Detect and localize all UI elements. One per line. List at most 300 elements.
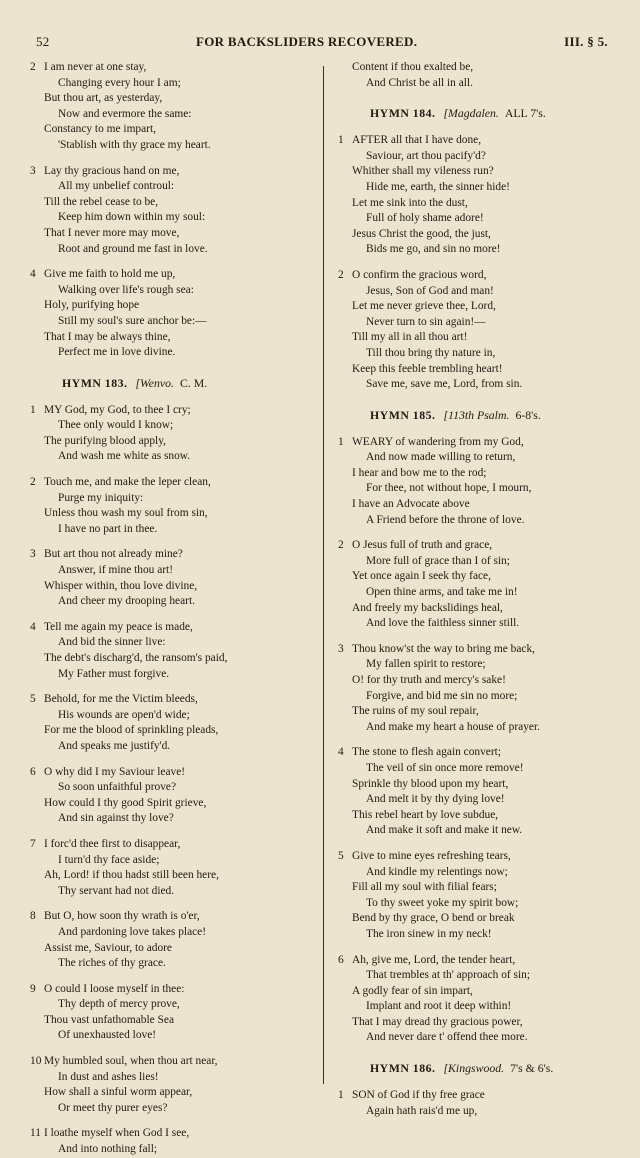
verse-line — [30, 242, 320, 258]
verse — [338, 133, 628, 258]
verse-line — [338, 761, 628, 777]
verse-line — [30, 941, 320, 957]
verse-line — [338, 585, 628, 601]
verse-number: 10 — [30, 1055, 42, 1068]
hymn-heading — [370, 1060, 628, 1076]
line-text: To thy sweet yoke my spirit bow; — [366, 896, 519, 909]
verse-line — [30, 298, 320, 314]
line-text: Let me never grieve thee, Lord, — [352, 300, 496, 313]
line-text: O Jesus full of truth and grace, — [352, 539, 493, 552]
verse-line — [338, 999, 628, 1015]
line-text: The veil of sin once more remove! — [366, 761, 524, 774]
line-text: Let me sink into the dust, — [352, 196, 468, 209]
verse-line — [30, 226, 320, 242]
line-text: Whisper within, thou love divine, — [44, 579, 198, 592]
verse-line — [30, 491, 320, 507]
verse-line — [338, 554, 628, 570]
verse-line — [338, 315, 628, 331]
line-text: MY God, my God, to thee I cry; — [44, 403, 191, 416]
verse-number: 2 — [30, 476, 36, 489]
verse-line — [338, 227, 628, 243]
line-text: Jesus Christ the good, the just, — [352, 227, 491, 240]
line-text: The ruins of my soul repair, — [352, 705, 479, 718]
line-text: Till the rebel cease to be, — [44, 195, 159, 208]
line-text: Full of holy shame adore! — [366, 212, 484, 225]
line-text: And Christ be all in all. — [366, 76, 473, 89]
line-text: The iron sinew in my neck! — [366, 927, 492, 940]
verse-gap — [30, 465, 320, 475]
verse-line — [338, 911, 628, 927]
line-text: Sprinkle thy blood upon my heart, — [352, 777, 509, 790]
verse-line — [30, 982, 320, 998]
carry-line — [338, 60, 628, 76]
verse-gap — [30, 755, 320, 765]
verse — [30, 909, 320, 971]
verse-line — [338, 865, 628, 881]
hymn-number: HYMN 186. — [370, 1061, 436, 1076]
verse-gap — [338, 632, 628, 642]
line-text: Assist me, Saviour, to adore — [44, 941, 172, 954]
verse-line — [30, 811, 320, 827]
line-text: Tell me again my peace is made, — [44, 620, 193, 633]
verse — [30, 765, 320, 827]
line-text: Till thou bring thy nature in, — [366, 346, 496, 359]
line-text: I forc'd thee first to disappear, — [44, 837, 181, 850]
line-text: And make it soft and make it new. — [366, 824, 523, 837]
line-text: And freely my backslidings heal, — [352, 601, 503, 614]
verse-line — [338, 1015, 628, 1031]
line-text: And cheer my drooping heart. — [58, 595, 195, 608]
line-text: And bid the sinner live: — [58, 636, 166, 649]
verse-line — [30, 651, 320, 667]
line-text: Ah, give me, Lord, the tender heart, — [352, 953, 516, 966]
verse-line — [30, 1054, 320, 1070]
verse — [30, 60, 320, 154]
verse-line — [338, 808, 628, 824]
right-column — [338, 60, 628, 1119]
line-text: The purifying blood apply, — [44, 434, 167, 447]
line-text: Till my all in all thou art! — [352, 331, 468, 344]
verse-line — [30, 330, 320, 346]
line-text: Unless thou wash my soul from sin, — [44, 507, 208, 520]
line-text: Saviour, art thou pacify'd? — [366, 149, 486, 162]
line-text: I have an Advocate above — [352, 498, 470, 511]
verse-line — [338, 538, 628, 554]
verse-line — [30, 506, 320, 522]
line-text: So soon unfaithful prove? — [58, 781, 176, 794]
line-text: Forgive, and bid me sin no more; — [366, 689, 518, 702]
line-text: Thy servant had not died. — [58, 884, 175, 897]
line-text: Implant and root it deep within! — [366, 1000, 512, 1013]
line-text: For thee, not without hope, I mourn, — [366, 482, 532, 495]
line-text: A godly fear of sin impart, — [352, 984, 473, 997]
line-text: Content if thou exalted be, — [352, 61, 474, 73]
line-text: For me the blood of sprinkling pleads, — [44, 724, 219, 737]
verse-line — [30, 403, 320, 419]
verse-number: 4 — [338, 746, 344, 759]
line-text: Thee only would I know; — [58, 419, 174, 432]
verse-line — [30, 164, 320, 180]
line-text: A Friend before the throne of love. — [366, 513, 525, 526]
verse-gap — [30, 1116, 320, 1126]
verse-line — [338, 133, 628, 149]
verse-line — [30, 449, 320, 465]
verse-line — [338, 673, 628, 689]
column-divider — [323, 66, 324, 1084]
verse-gap — [30, 827, 320, 837]
line-text: Give to mine eyes refreshing tears, — [352, 849, 511, 862]
left-column — [30, 60, 320, 1158]
line-text: And kindle my relentings now; — [366, 865, 508, 878]
line-text: But art thou not already mine? — [44, 548, 183, 561]
verse-number: 5 — [30, 693, 36, 706]
verse-line — [338, 953, 628, 969]
verse-line — [338, 242, 628, 258]
line-text: All my unbelief controul: — [58, 180, 175, 193]
verse — [30, 547, 320, 609]
meter: 7's & 6's. — [510, 1061, 554, 1076]
verse-line — [30, 909, 320, 925]
verse-line — [30, 418, 320, 434]
line-text: I have no part in thee. — [58, 522, 158, 535]
line-text: Changing every hour I am; — [58, 76, 181, 89]
verse — [338, 642, 628, 736]
verse-number: 3 — [30, 164, 36, 177]
verse-line — [30, 475, 320, 491]
verse-line — [30, 579, 320, 595]
verse-line — [30, 620, 320, 636]
line-text: And wash me white as snow. — [58, 450, 191, 463]
verse-line — [338, 689, 628, 705]
verse-line — [338, 927, 628, 943]
carry-line — [338, 76, 628, 92]
line-text: Whither shall my vileness run? — [352, 165, 494, 178]
verse-line — [338, 211, 628, 227]
verse — [30, 692, 320, 754]
verse-number: 1 — [30, 403, 36, 416]
line-text: Still my soul's sure anchor be:— — [58, 314, 207, 327]
verse-line — [338, 299, 628, 315]
verse — [30, 1126, 320, 1157]
verse-line — [30, 314, 320, 330]
verse-number: 1 — [338, 435, 344, 448]
line-text: That I may dread thy gracious power, — [352, 1015, 523, 1028]
line-text: His wounds are open'd wide; — [58, 708, 190, 721]
verse-line — [30, 594, 320, 610]
verse-gap — [30, 257, 320, 267]
line-text: The debt's discharg'd, the ransom's paid, — [44, 652, 228, 664]
line-text: That I never more may move, — [44, 226, 180, 239]
verse-number: 3 — [338, 642, 344, 655]
verse-number: 6 — [30, 765, 36, 778]
line-text: The riches of thy grace. — [58, 957, 166, 970]
verse-line — [338, 657, 628, 673]
verse-gap — [30, 154, 320, 164]
verse-line — [338, 720, 628, 736]
line-text: Behold, for me the Victim bleeds, — [44, 693, 198, 706]
verse — [338, 268, 628, 393]
line-text: And speaks me justify'd. — [58, 739, 171, 752]
line-text: Never turn to sin again!— — [366, 315, 486, 328]
verse-line — [30, 1126, 320, 1142]
verse — [30, 164, 320, 258]
line-text: Holy, purifying hope — [44, 299, 140, 312]
line-text: That I may be always thine, — [44, 330, 171, 343]
verse — [30, 267, 320, 361]
verse-line — [338, 1030, 628, 1046]
verse-number: 1 — [338, 134, 344, 147]
verse-line — [30, 345, 320, 361]
line-text: Keep this feeble trembling heart! — [352, 362, 503, 375]
line-text: More full of grace than I of sin; — [366, 554, 510, 567]
verse-line — [338, 284, 628, 300]
line-text: And make my heart a house of prayer. — [366, 720, 540, 733]
verse-line — [30, 796, 320, 812]
verse-line — [30, 210, 320, 226]
running-head — [36, 34, 608, 52]
verse-line — [30, 708, 320, 724]
verse-line — [338, 268, 628, 284]
verse — [30, 837, 320, 899]
hymn-heading — [370, 407, 628, 423]
verse-gap — [30, 682, 320, 692]
verse-number: 9 — [30, 982, 36, 995]
hymn-number: HYMN 184. — [370, 106, 436, 121]
line-text: My humbled soul, when thou art near, — [44, 1055, 218, 1068]
verse-number: 4 — [30, 620, 36, 633]
line-text: O could I loose myself in thee: — [44, 982, 185, 995]
line-text: The stone to flesh again convert; — [352, 746, 501, 759]
verse-line — [338, 1104, 628, 1120]
verse-line — [338, 984, 628, 1000]
verse-line — [30, 179, 320, 195]
verse-line — [338, 149, 628, 165]
verse-number: 2 — [338, 268, 344, 281]
verse-line — [30, 956, 320, 972]
verse-line — [30, 547, 320, 563]
line-text: I turn'd thy face aside; — [58, 853, 160, 866]
line-text: 'Stablish with thy grace my heart. — [58, 138, 211, 151]
verse-line — [338, 896, 628, 912]
line-text: Bend by thy grace, O bend or break — [352, 912, 515, 925]
verse-line — [30, 107, 320, 123]
line-text: SON of God if thy free grace — [352, 1089, 485, 1102]
line-text: And sin against thy love? — [58, 812, 174, 825]
verse-line — [338, 569, 628, 585]
verse-line — [338, 481, 628, 497]
verse-line — [30, 91, 320, 107]
line-text: Fill all my soul with filial fears; — [352, 881, 497, 894]
line-text: Thou vast unfathomable Sea — [44, 1013, 175, 1026]
verse-line — [30, 138, 320, 154]
verse-line — [338, 823, 628, 839]
verse-line — [338, 745, 628, 761]
verse-line — [30, 723, 320, 739]
verse-number: 7 — [30, 837, 36, 850]
line-text: Perfect me in love divine. — [58, 346, 176, 359]
verse-line — [30, 635, 320, 651]
line-text: Now and evermore the same: — [58, 107, 192, 120]
verse — [338, 538, 628, 632]
line-text: Or meet thy purer eyes? — [58, 1101, 168, 1114]
line-text: How shall a sinful worm appear, — [44, 1086, 193, 1099]
line-text: How could I thy good Spirit grieve, — [44, 796, 207, 809]
verse-gap — [30, 1044, 320, 1054]
verse-line — [338, 164, 628, 180]
verse-line — [338, 601, 628, 617]
verse-number: 3 — [30, 548, 36, 561]
meter: ALL 7's. — [504, 106, 546, 121]
line-text: But thou art, as yesterday, — [44, 92, 163, 105]
line-text: That trembles at th' approach of sin; — [366, 969, 531, 982]
verse-line — [338, 196, 628, 212]
line-text: WEARY of wandering from my God, — [352, 435, 524, 448]
verse-line — [30, 853, 320, 869]
line-text: Yet once again I seek thy face, — [352, 570, 491, 583]
line-text: Ah, Lord! if thou hadst still been here, — [44, 869, 219, 882]
hymn-heading — [370, 105, 628, 121]
line-text: Walking over life's rough sea: — [58, 283, 194, 296]
line-text: Answer, if mine thou art! — [58, 564, 174, 577]
line-text: But O, how soon thy wrath is o'er, — [44, 910, 200, 923]
verse — [338, 435, 628, 529]
hymn-number: HYMN 185. — [370, 407, 436, 422]
hymn-heading — [62, 375, 320, 391]
tune-name: [Magdalen. — [443, 106, 499, 121]
meter: 6-8's. — [515, 407, 541, 422]
verse-line — [30, 267, 320, 283]
line-text: Hide me, earth, the sinner hide! — [366, 180, 510, 193]
verse-gap — [338, 528, 628, 538]
verse-gap — [338, 943, 628, 953]
verse-number: 4 — [30, 268, 36, 281]
verse-line — [30, 434, 320, 450]
verse-gap — [30, 610, 320, 620]
line-text: Again hath rais'd me up, — [366, 1104, 478, 1117]
line-text: AFTER all that I have done, — [352, 134, 482, 147]
verse-line — [30, 1085, 320, 1101]
line-text: This rebel heart by love subdue, — [352, 808, 499, 821]
verse-gap — [30, 899, 320, 909]
line-text: In dust and ashes lies! — [58, 1070, 159, 1083]
verse-line — [30, 1142, 320, 1158]
verse-line — [338, 450, 628, 466]
verse — [30, 403, 320, 465]
line-text: Save me, save me, Lord, from sin. — [366, 378, 523, 391]
verse-line — [338, 497, 628, 513]
verse-line — [338, 362, 628, 378]
line-text: And never dare t' offend thee more. — [366, 1031, 528, 1044]
verse-line — [338, 704, 628, 720]
verse — [30, 475, 320, 537]
verse-line — [30, 563, 320, 579]
verse — [30, 1054, 320, 1116]
tune-name: [Kingswood. — [443, 1061, 505, 1076]
line-text: And love the faithless sinner still. — [366, 617, 520, 630]
line-text: My fallen spirit to restore; — [366, 658, 486, 671]
verse-line — [338, 968, 628, 984]
page-title: FOR BACKSLIDERS RECOVERED. — [196, 34, 418, 49]
verse — [30, 982, 320, 1044]
verse-number: 8 — [30, 910, 36, 923]
line-text: O why did I my Saviour leave! — [44, 765, 186, 778]
verse-line — [30, 667, 320, 683]
verse-line — [338, 880, 628, 896]
line-text: Root and ground me fast in love. — [58, 242, 208, 255]
verse-line — [30, 1101, 320, 1117]
line-text: My Father must forgive. — [58, 667, 170, 680]
verse-line — [30, 925, 320, 941]
verse-number: 6 — [338, 953, 344, 966]
line-text: I loathe myself when God I see, — [44, 1127, 190, 1140]
verse-line — [30, 1028, 320, 1044]
verse-line — [338, 792, 628, 808]
line-text: And now made willing to return, — [366, 451, 516, 464]
verse-line — [30, 780, 320, 796]
verse-number: 1 — [338, 1089, 344, 1102]
verse-number: 11 — [30, 1127, 41, 1140]
verse-line — [30, 837, 320, 853]
verse-line — [338, 616, 628, 632]
tune-name: [113th Psalm. — [443, 407, 510, 422]
verse-line — [30, 692, 320, 708]
verse-line — [338, 849, 628, 865]
line-text: Bids me go, and sin no more! — [366, 243, 501, 256]
line-text: Thou know'st the way to bring me back, — [352, 642, 536, 655]
verse-line — [30, 868, 320, 884]
meter: C. M. — [180, 375, 208, 390]
verse-line — [30, 997, 320, 1013]
verse — [30, 620, 320, 682]
line-text: I hear and bow me to the rod; — [352, 466, 487, 479]
line-text: O confirm the gracious word, — [352, 268, 487, 281]
verse-number: 5 — [338, 849, 344, 862]
verse-line — [338, 777, 628, 793]
hymn-number: HYMN 183. — [62, 375, 128, 390]
page-number: 52 — [36, 34, 50, 49]
verse — [338, 849, 628, 943]
verse-gap — [30, 537, 320, 547]
line-text: Keep him down within my soul: — [58, 211, 206, 224]
verse-line — [30, 76, 320, 92]
line-text: Constancy to me impart, — [44, 123, 156, 136]
line-text: Purge my iniquity: — [58, 491, 144, 504]
line-text: And pardoning love takes place! — [58, 925, 207, 938]
verse-gap — [338, 735, 628, 745]
verse-line — [338, 513, 628, 529]
verse-line — [30, 1013, 320, 1029]
verse-gap — [30, 972, 320, 982]
verse-line — [30, 195, 320, 211]
line-text: Open thine arms, and take me in! — [366, 586, 518, 599]
verse-line — [30, 122, 320, 138]
line-text: O! for thy truth and mercy's sake! — [352, 674, 506, 686]
verse-line — [338, 642, 628, 658]
verse-line — [30, 1070, 320, 1086]
verse-line — [338, 466, 628, 482]
verse-gap — [338, 258, 628, 268]
verse-line — [30, 522, 320, 538]
verse-line — [30, 765, 320, 781]
tune-name: [Wenvo. — [135, 375, 175, 390]
verse-line — [338, 330, 628, 346]
verse-gap — [338, 839, 628, 849]
line-text: Of unexhausted love! — [58, 1029, 157, 1042]
line-text: Give me faith to hold me up, — [44, 268, 176, 281]
verse-line — [30, 283, 320, 299]
verse-line — [30, 884, 320, 900]
verse-line — [30, 60, 320, 76]
